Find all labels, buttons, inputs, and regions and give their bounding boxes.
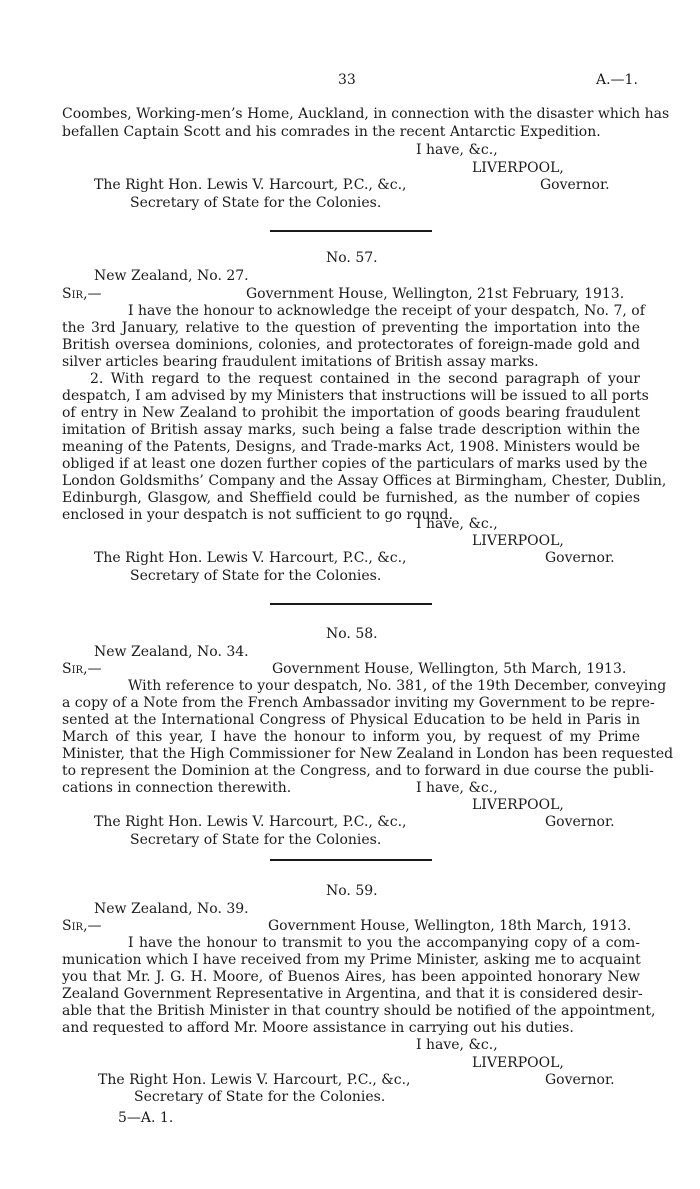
body-line: obliged if at least one dozen further copies of the particulars of marks used by the bbox=[62, 456, 648, 472]
body-line: of entry in New Zealand to prohibit the importation of goods bearing fraudulent bbox=[62, 405, 640, 421]
letter-number: No. 57. bbox=[326, 250, 378, 266]
signer-title: Governor. bbox=[545, 814, 615, 830]
body-line: I have the honour to acknowledge the receipt of your despatch, No. 7, of bbox=[128, 303, 645, 319]
letter-number: No. 59. bbox=[326, 883, 378, 899]
signer: LIVERPOOL, bbox=[472, 797, 564, 813]
place-date: Government House, Wellington, 21st February, 1913. bbox=[246, 286, 625, 302]
body-line: Edinburgh, Glasgow, and Sheffield could be furnished, as the number of copies bbox=[62, 490, 640, 506]
letter-ref: New Zealand, No. 39. bbox=[94, 901, 249, 917]
closing: I have, &c., bbox=[416, 516, 498, 532]
body-line: March of this year, I have the honour to inform you, by request of my Prime bbox=[62, 729, 640, 745]
salutation: Sir,— bbox=[62, 661, 102, 677]
body-line: London Goldsmiths’ Company and the Assay Offices at Birmingham, Chester, Dublin, bbox=[62, 473, 667, 489]
signer-title: Governor. bbox=[545, 1072, 615, 1088]
body-line: I have the honour to transmit to you the accompanying copy of a com- bbox=[128, 935, 640, 951]
recipient: The Right Hon. Lewis V. Harcourt, P.C., &c., bbox=[94, 550, 407, 566]
body-line: sented at the International Congress of Physical Education to be held in Paris in bbox=[62, 712, 640, 728]
recipient-title: Secretary of State for the Colonies. bbox=[134, 1089, 386, 1105]
body-line: British oversea dominions, colonies, and protectorates of foreign-made gold and bbox=[62, 337, 640, 353]
letter-number: No. 58. bbox=[326, 626, 378, 642]
section-divider bbox=[270, 230, 432, 232]
recipient-title: Secretary of State for the Colonies. bbox=[130, 195, 382, 211]
body-line: With reference to your despatch, No. 381, of the 19th December, conveying bbox=[128, 678, 667, 694]
recipient-title: Secretary of State for the Colonies. bbox=[130, 568, 382, 584]
recipient: The Right Hon. Lewis V. Harcourt, P.C., &c., bbox=[98, 1072, 411, 1088]
salutation: Sir,— bbox=[62, 286, 102, 302]
body-line: 2. With regard to the request contained in the second paragraph of your bbox=[90, 371, 640, 387]
body-line: cations in connection therewith. bbox=[62, 780, 292, 796]
recipient: The Right Hon. Lewis V. Harcourt, P.C., &c., bbox=[94, 814, 407, 830]
body-line: enclosed in your despatch is not sufficient to go round. bbox=[62, 507, 453, 523]
signer: LIVERPOOL, bbox=[472, 1055, 564, 1071]
signer: LIVERPOOL, bbox=[472, 533, 564, 549]
body-line: Zealand Government Representative in Argentina, and that it is considered desir- bbox=[62, 986, 643, 1002]
body-line: imitation of British assay marks, such being a false trade description within the bbox=[62, 422, 640, 438]
signature-mark: 5—A. 1. bbox=[118, 1110, 174, 1126]
signer-title: Governor. bbox=[545, 550, 615, 566]
recipient-title: Secretary of State for the Colonies. bbox=[130, 832, 382, 848]
intro-line: befallen Captain Scott and his comrades in the recent Antarctic Expedition. bbox=[62, 124, 601, 140]
intro-line: Coombes, Working-men’s Home, Auckland, in connection with the disaster which has bbox=[62, 106, 670, 122]
body-line: Minister, that the High Commissioner for New Zealand in London has been requested bbox=[62, 746, 674, 762]
body-line: the 3rd January, relative to the question of preventing the importation into the bbox=[62, 320, 640, 336]
closing: I have, &c., bbox=[416, 1037, 498, 1053]
closing: I have, &c., bbox=[416, 142, 498, 158]
body-line: to represent the Dominion at the Congress, and to forward in due course the publi- bbox=[62, 763, 654, 779]
section-divider bbox=[270, 859, 432, 861]
signer-title: Governor. bbox=[540, 177, 610, 193]
body-line: you that Mr. J. G. H. Moore, of Buenos Aires, has been appointed honorary New bbox=[62, 969, 640, 985]
letter-ref: New Zealand, No. 27. bbox=[94, 268, 249, 284]
place-date: Government House, Wellington, 18th March, 1913. bbox=[268, 918, 632, 934]
body-line: and requested to afford Mr. Moore assistance in carrying out his duties. bbox=[62, 1020, 574, 1036]
document-ref: A.—1. bbox=[596, 72, 638, 88]
letter-ref: New Zealand, No. 34. bbox=[94, 644, 249, 660]
body-line: a copy of a Note from the French Ambassador inviting my Government to be repre- bbox=[62, 695, 655, 711]
recipient: The Right Hon. Lewis V. Harcourt, P.C., &c., bbox=[94, 177, 407, 193]
body-line: despatch, I am advised by my Ministers that instructions will be issued to all ports bbox=[62, 388, 649, 404]
body-line: silver articles bearing fraudulent imitations of British assay marks. bbox=[62, 354, 539, 370]
salutation: Sir,— bbox=[62, 918, 102, 934]
place-date: Government House, Wellington, 5th March, 1913. bbox=[272, 661, 627, 677]
body-line: able that the British Minister in that country should be notified of the appointment, bbox=[62, 1003, 656, 1019]
closing: I have, &c., bbox=[416, 780, 498, 796]
page-number: 33 bbox=[338, 72, 356, 88]
signer: LIVERPOOL, bbox=[472, 160, 564, 176]
body-line: munication which I have received from my Prime Minister, asking me to acquaint bbox=[62, 952, 641, 968]
section-divider bbox=[270, 603, 432, 605]
body-line: meaning of the Patents, Designs, and Trade-marks Act, 1908. Ministers would be bbox=[62, 439, 640, 455]
